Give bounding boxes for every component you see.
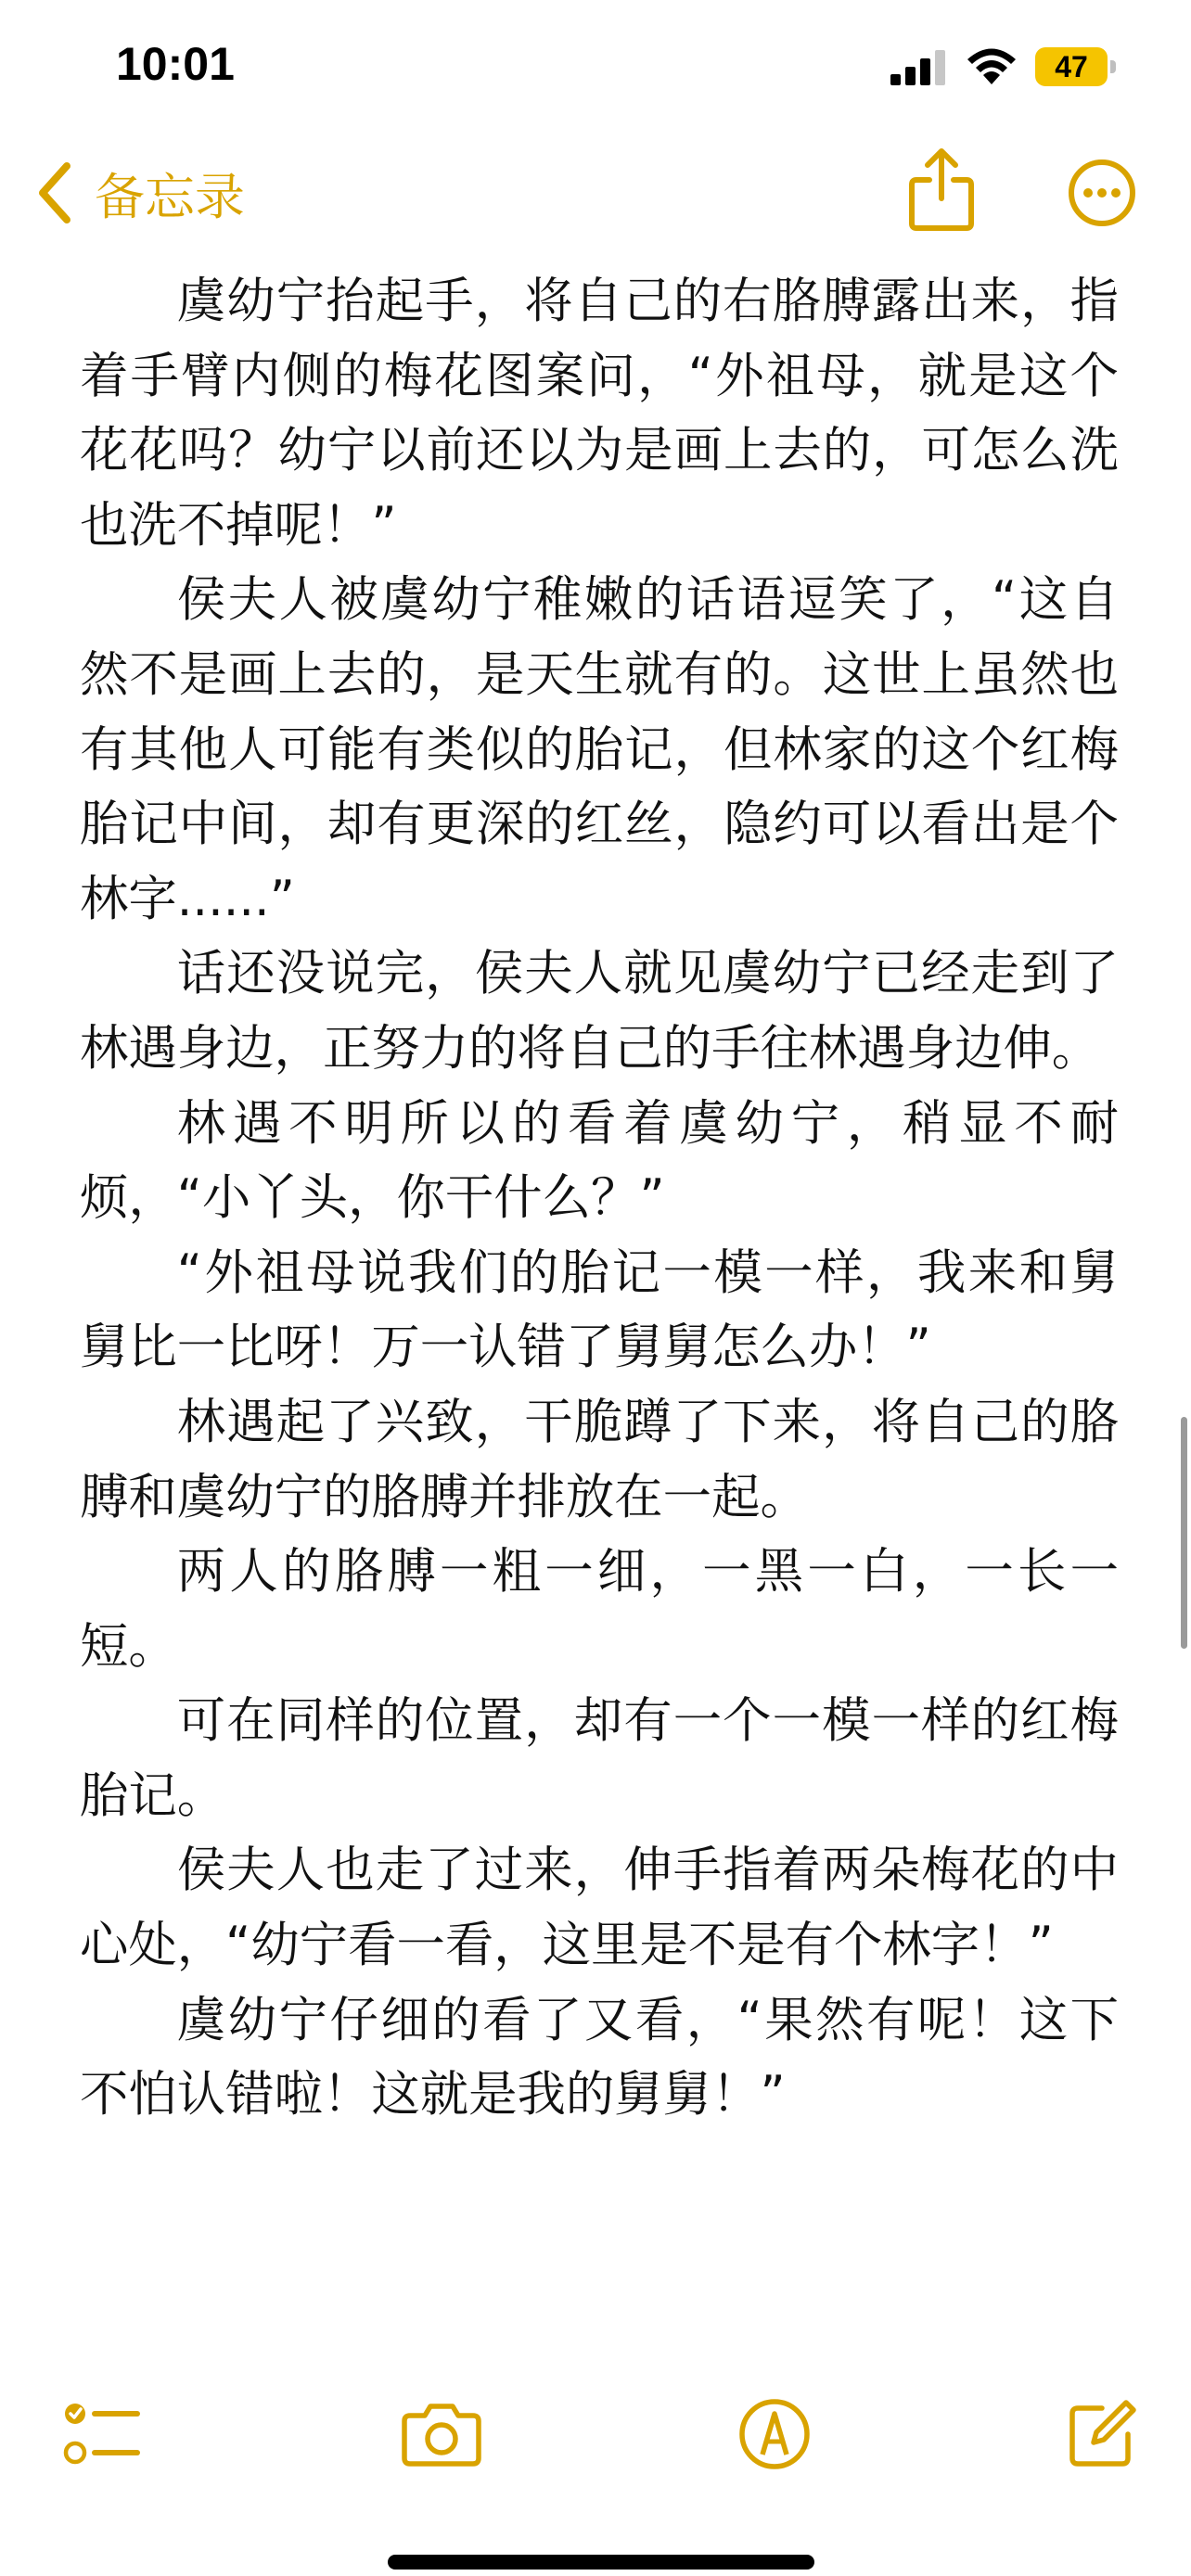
note-paragraph: 侯夫人被虞幼宁稚嫩的话语逗笑了，“这自然不是画上去的，是天生就有的。这世上虽然也有其他人可能有类似的胎记，但林家的这个红梅胎记中间，却有更深的红丝，隐约可以看出是个林字......”	[80, 571, 1119, 927]
wifi-icon	[965, 47, 1018, 86]
share-button[interactable]	[907, 147, 976, 234]
bottom-toolbar	[0, 2392, 1191, 2476]
camera-icon	[401, 2401, 482, 2468]
checklist-icon	[63, 2397, 141, 2471]
more-options-icon	[1068, 159, 1136, 227]
chevron-left-icon	[35, 160, 74, 225]
more-options-button[interactable]	[1068, 159, 1136, 227]
scroll-indicator[interactable]	[1181, 1417, 1187, 1649]
compose-icon	[1065, 2397, 1139, 2471]
note-body[interactable]	[80, 264, 1119, 2133]
note-paragraph: 林遇不明所以的看着虞幼宁，稍显不耐烦，“小丫头，你干什么？”	[80, 1094, 1119, 1227]
back-label: 备忘录	[95, 167, 245, 226]
note-paragraph: 侯夫人也走了过来，伸手指着两朵梅花的中心处，“幼宁看一看，这里是不是有个林字！”	[80, 1842, 1119, 1974]
battery-icon	[1035, 47, 1117, 86]
note-paragraph: 林遇起了兴致，干脆蹲了下来，将自己的胳膊和虞幼宁的胳膊并排放在一起。	[80, 1393, 1119, 1525]
battery-cap	[1110, 60, 1116, 73]
status-bar	[0, 0, 1191, 130]
compose-button[interactable]	[1060, 2392, 1144, 2476]
cellular-signal-icon	[890, 48, 948, 85]
home-indicator[interactable]	[388, 2555, 814, 2570]
markup-button[interactable]	[733, 2392, 816, 2476]
status-indicators	[890, 46, 1117, 87]
note-paragraph: 虞幼宁仔细的看了又看，“果然有呢！这下不怕认错啦！这就是我的舅舅！”	[80, 1991, 1119, 2123]
note-paragraph: “外祖母说我们的胎记一模一样，我来和舅舅比一比呀！万一认错了舅舅怎么办！”	[80, 1243, 1119, 1376]
note-paragraph: 虞幼宁抬起手，将自己的右胳膊露出来，指着手臂内侧的梅花图案问，“外祖母，就是这个花花吗？幼宁以前还以为是画上去的，可怎么洗也洗不掉呢！”	[80, 273, 1119, 554]
note-paragraph: 可在同样的位置，却有一个一模一样的红梅胎记。	[80, 1692, 1119, 1824]
markup-pen-icon	[737, 2397, 812, 2471]
note-paragraph: 话还没说完，侯夫人就见虞幼宁已经走到了林遇身边，正努力的将自己的手往林遇身边伸。	[80, 945, 1119, 1077]
battery-level: 47	[1035, 47, 1108, 86]
share-icon	[907, 147, 976, 234]
checklist-button[interactable]	[58, 2392, 147, 2476]
back-button[interactable]	[35, 156, 245, 230]
note-paragraph: 两人的胳膊一粗一细，一黑一白，一长一短。	[80, 1543, 1119, 1675]
status-time: 10:01	[116, 38, 235, 90]
nav-bar	[0, 139, 1191, 246]
camera-button[interactable]	[397, 2392, 486, 2476]
